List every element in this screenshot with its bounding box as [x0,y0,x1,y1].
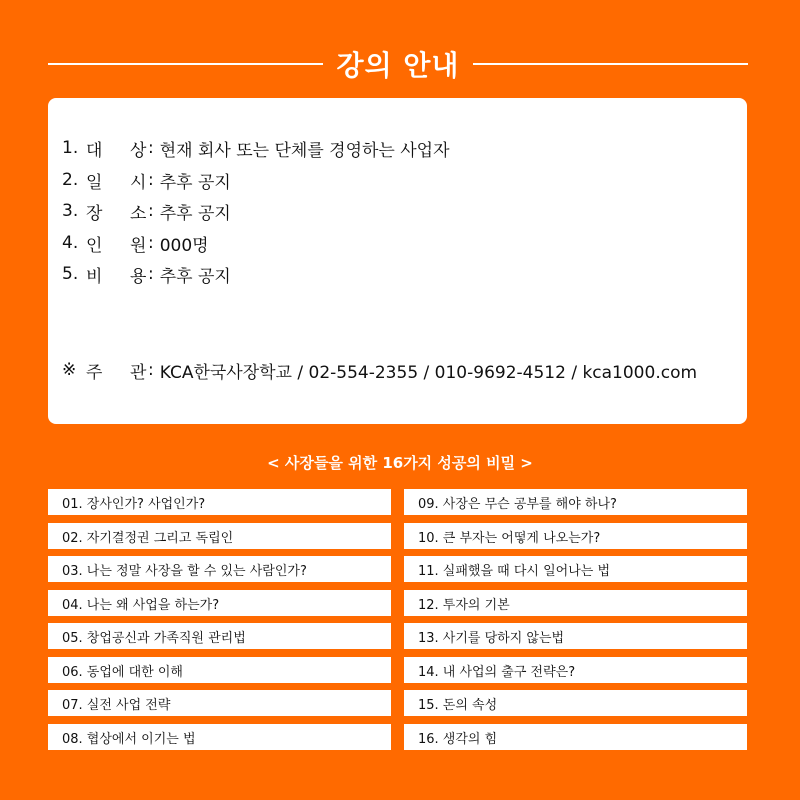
topic-item: 15. 돈의 속성 [404,690,747,716]
info-row-label-second: 시 [130,172,147,193]
info-row-value: 현재 회사 또는 단체를 경영하는 사업자 [159,140,450,161]
info-row-label-second: 관 [130,362,147,383]
info-row-colon: : [148,360,154,380]
info-row-num: 4. [62,233,79,253]
info-row-colon: : [148,233,154,253]
title-row [48,44,748,84]
info-row-date [62,168,231,192]
topic-item: 13. 사기를 당하지 않는법 [404,623,747,649]
info-row-label-first: 일 [86,172,103,193]
info-row-value: 추후 공지 [159,172,231,193]
title-line-right [473,63,748,65]
info-row-colon: : [148,264,154,284]
topic-item: 04. 나는 왜 사업을 하는가? [48,590,391,616]
info-card [48,98,747,424]
info-row-place [62,199,231,223]
info-row-colon: : [148,201,154,221]
info-row-num: 1. [62,138,79,158]
info-row-num: ※ [62,360,77,380]
info-row-colon: : [148,170,154,190]
info-row-host [62,358,697,382]
info-row-num: 3. [62,201,79,221]
info-row-label-second: 용 [130,266,147,287]
topic-item: 07. 실전 사업 전략 [48,690,391,716]
info-row-label-first: 주 [86,362,103,383]
info-row-label-second: 상 [130,140,147,161]
info-row-label-first: 인 [86,235,103,256]
topic-item: 01. 장사인가? 사업인가? [48,489,391,515]
info-row-value: 000명 [159,235,209,256]
topic-item: 06. 동업에 대한 이해 [48,657,391,683]
topic-item: 16. 생각의 힘 [404,724,747,750]
topic-item: 12. 투자의 기본 [404,590,747,616]
title-line-left [48,63,323,65]
info-row-num: 5. [62,264,79,284]
info-row-label-second: 소 [130,203,147,224]
topic-item: 03. 나는 정말 사장을 할 수 있는 사람인가? [48,556,391,582]
page-title: 강의 안내 [336,49,460,82]
info-row-label-first: 장 [86,203,103,224]
topic-item: 08. 협상에서 이기는 법 [48,724,391,750]
info-row-value: 추후 공지 [159,266,231,287]
info-row-capacity [62,231,209,255]
info-row-cost [62,262,231,286]
topic-item: 14. 내 사업의 출구 전략은? [404,657,747,683]
topic-item: 05. 창업공신과 가족직원 관리법 [48,623,391,649]
topic-item: 09. 사장은 무슨 공부를 해야 하나? [404,489,747,515]
info-row-label-first: 비 [86,266,103,287]
info-row-target [62,136,450,160]
info-row-value: 추후 공지 [159,203,231,224]
topic-item: 11. 실패했을 때 다시 일어나는 법 [404,556,747,582]
info-row-label-first: 대 [86,140,103,161]
topic-item: 10. 큰 부자는 어떻게 나오는가? [404,523,747,549]
info-row-colon: : [148,138,154,158]
info-row-num: 2. [62,170,79,190]
topic-item: 02. 자기결정권 그리고 독립인 [48,523,391,549]
topics-title: < 사장들을 위한 16가지 성공의 비밀 > [267,454,533,472]
info-row-value: KCA한국사장학교 / 02-554-2355 / 010-9692-4512 / kca1000.com [159,362,698,383]
info-row-label-second: 원 [130,235,147,256]
